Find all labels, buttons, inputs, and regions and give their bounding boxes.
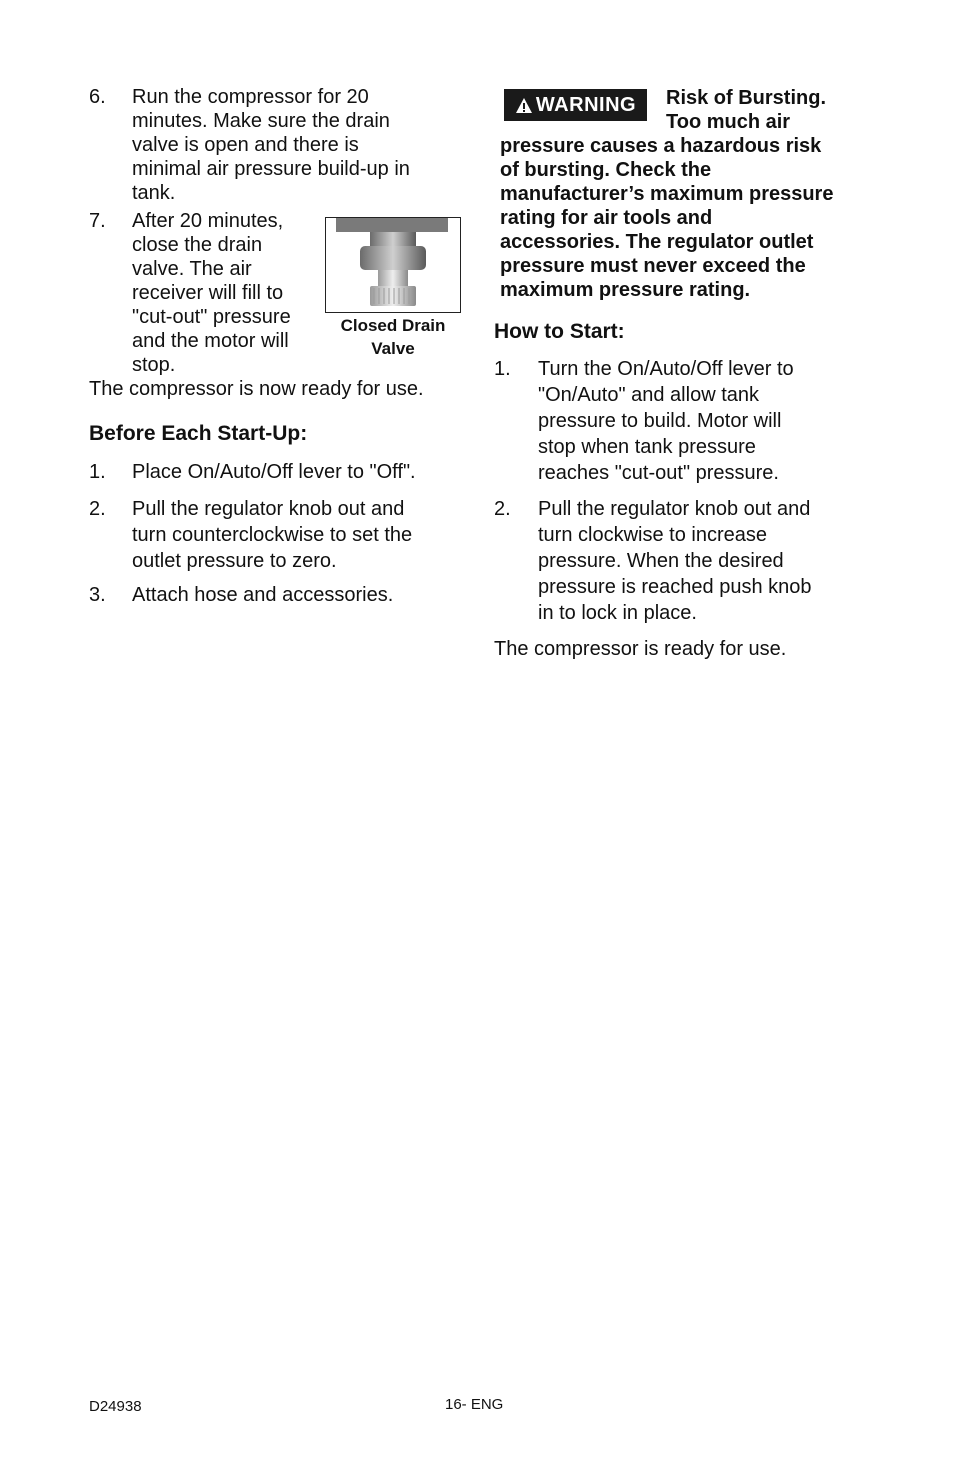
warning-text-full	[500, 134, 870, 302]
step-line: stop when tank pressure	[538, 436, 756, 458]
warning-line: manufacturer’s maximum pressure	[500, 183, 834, 205]
warning-line: accessories. The regulator outlet	[500, 231, 814, 253]
step-line: turn clockwise to increase	[538, 524, 767, 546]
step-number: 1.	[89, 461, 106, 483]
step-number: 7.	[89, 210, 106, 232]
step-line: Pull the regulator knob out and	[538, 498, 811, 520]
step-line: receiver will fill to	[132, 282, 284, 304]
step-line: minimal air pressure build-up in	[132, 158, 410, 180]
warning-line: Too much air	[666, 111, 791, 133]
step-line: minutes. Make sure the drain	[132, 110, 390, 132]
warning-triangle-icon	[515, 97, 533, 114]
step-line: reaches "cut-out" pressure.	[538, 462, 779, 484]
step-number: 1.	[494, 358, 511, 380]
warning-label: WARNING	[535, 93, 637, 116]
doc-number: D24938	[89, 1398, 142, 1415]
step-number: 2.	[89, 498, 106, 520]
step-line: "On/Auto" and allow tank	[538, 384, 759, 406]
figure-caption	[325, 314, 461, 360]
warning-line: pressure must never exceed the	[500, 255, 806, 277]
step-line: pressure to build. Motor will	[538, 410, 782, 432]
how-to-start-heading: How to Start:	[494, 320, 625, 343]
step-line: Attach hose and accessories.	[132, 584, 394, 606]
step-line: stop.	[132, 354, 176, 376]
warning-line: of bursting. Check the	[500, 159, 712, 181]
step-line: After 20 minutes,	[132, 210, 284, 232]
warning-text-short	[666, 86, 866, 134]
step-line: Turn the On/Auto/Off lever to	[538, 358, 794, 380]
ready-text: The compressor is now ready for use.	[89, 378, 424, 400]
step-line: valve. The air	[132, 258, 252, 280]
step-line: and the motor will	[132, 330, 289, 352]
step-line: Run the compressor for 20	[132, 86, 369, 108]
caption-line: Valve	[371, 339, 415, 358]
step-line: valve is open and there is	[132, 134, 359, 156]
step-line: pressure. When the desired	[538, 550, 784, 572]
step-line: "cut-out" pressure	[132, 306, 291, 328]
step-line: turn counterclockwise to set the	[132, 524, 413, 546]
step-number: 6.	[89, 86, 106, 108]
step-line: in to lock in place.	[538, 602, 697, 624]
warning-line: maximum pressure rating.	[500, 279, 751, 301]
step-line: outlet pressure to zero.	[132, 550, 337, 572]
warning-badge	[504, 89, 647, 121]
page-number: 16- ENG	[445, 1396, 504, 1413]
caption-line: Closed Drain	[340, 316, 446, 335]
warning-line: pressure causes a hazardous risk	[500, 135, 822, 157]
closed-drain-valve-photo	[325, 217, 461, 313]
drain-valve-image	[326, 218, 460, 312]
step-line: tank.	[132, 182, 176, 204]
warning-line: rating for air tools and	[500, 207, 713, 229]
step-line: close the drain	[132, 234, 263, 256]
warning-line: Risk of Bursting.	[666, 87, 827, 109]
before-start-heading: Before Each Start-Up:	[89, 422, 308, 445]
step-number: 2.	[494, 498, 511, 520]
step-line: Place On/Auto/Off lever to "Off".	[132, 461, 416, 483]
step-number: 3.	[89, 584, 106, 606]
step-line: pressure is reached push knob	[538, 576, 812, 598]
step-line: Pull the regulator knob out and	[132, 498, 405, 520]
ready-text-right: The compressor is ready for use.	[494, 638, 787, 660]
